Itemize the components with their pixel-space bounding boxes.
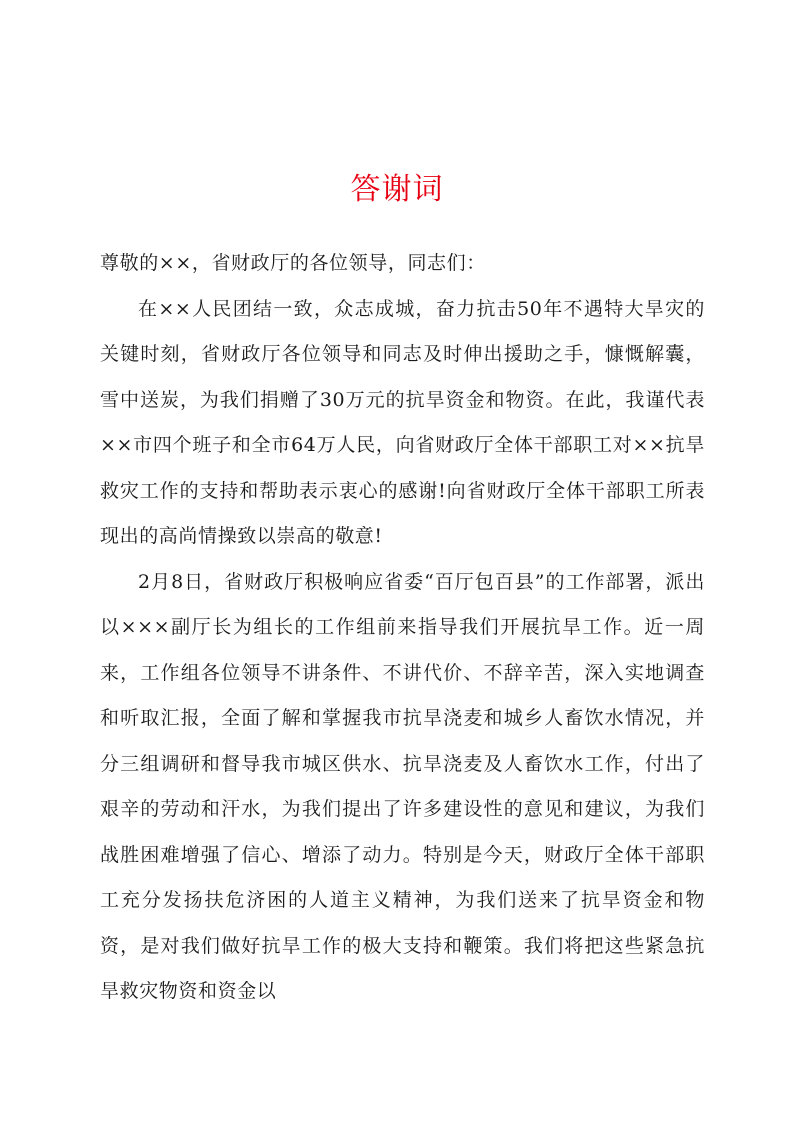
document-body	[100, 241, 705, 1015]
paragraph-2: 2月8日，省财政厅积极响应省委“百厅包百县”的工作部署，派出以×××副厅长为组长的工作组前来指导我们开展抗旱工作。近一周来，工作组各位领导不讲条件、不讲代价、不辞辛苦，深入实地调查和听取汇报，全面了解和掌握我市抗旱浇麦和城乡人畜饮水情况，并分三组调研和督导我市城区供水、抗旱浇麦及人畜饮水工作，付出了艰辛的劳动和汗水，为我们提出了许多建设性的意见和建议，为我们战胜困难增强了信心、增添了动力。特别是今天，财政厅全体干部职工充分发扬扶危济困的人道主义精神，为我们送来了抗旱资金和物资，是对我们做好抗旱工作的极大支持和鞭策。我们将把这些紧急抗旱救灾物资和资金以	[100, 570, 705, 1002]
document-title: 答谢词	[350, 172, 444, 207]
salutation: 尊敬的××，省财政厅的各位领导，同志们：	[100, 252, 486, 274]
paragraph-1: 在××人民团结一致，众志成城，奋力抗击50年不遇特大旱灾的关键时刻，省财政厅各位领导和同志及时伸出援助之手，慷慨解囊，雪中送炭，为我们捐赠了30万元的抗旱资金和物资。在此，我谨代表××市四个班子和全市64万人民，向省财政厅全体干部职工对××抗旱救灾工作的支持和帮助表示衷心的感谢!向省财政厅全体干部职工所表现出的高尚情操致以崇高的敬意!	[100, 297, 705, 547]
